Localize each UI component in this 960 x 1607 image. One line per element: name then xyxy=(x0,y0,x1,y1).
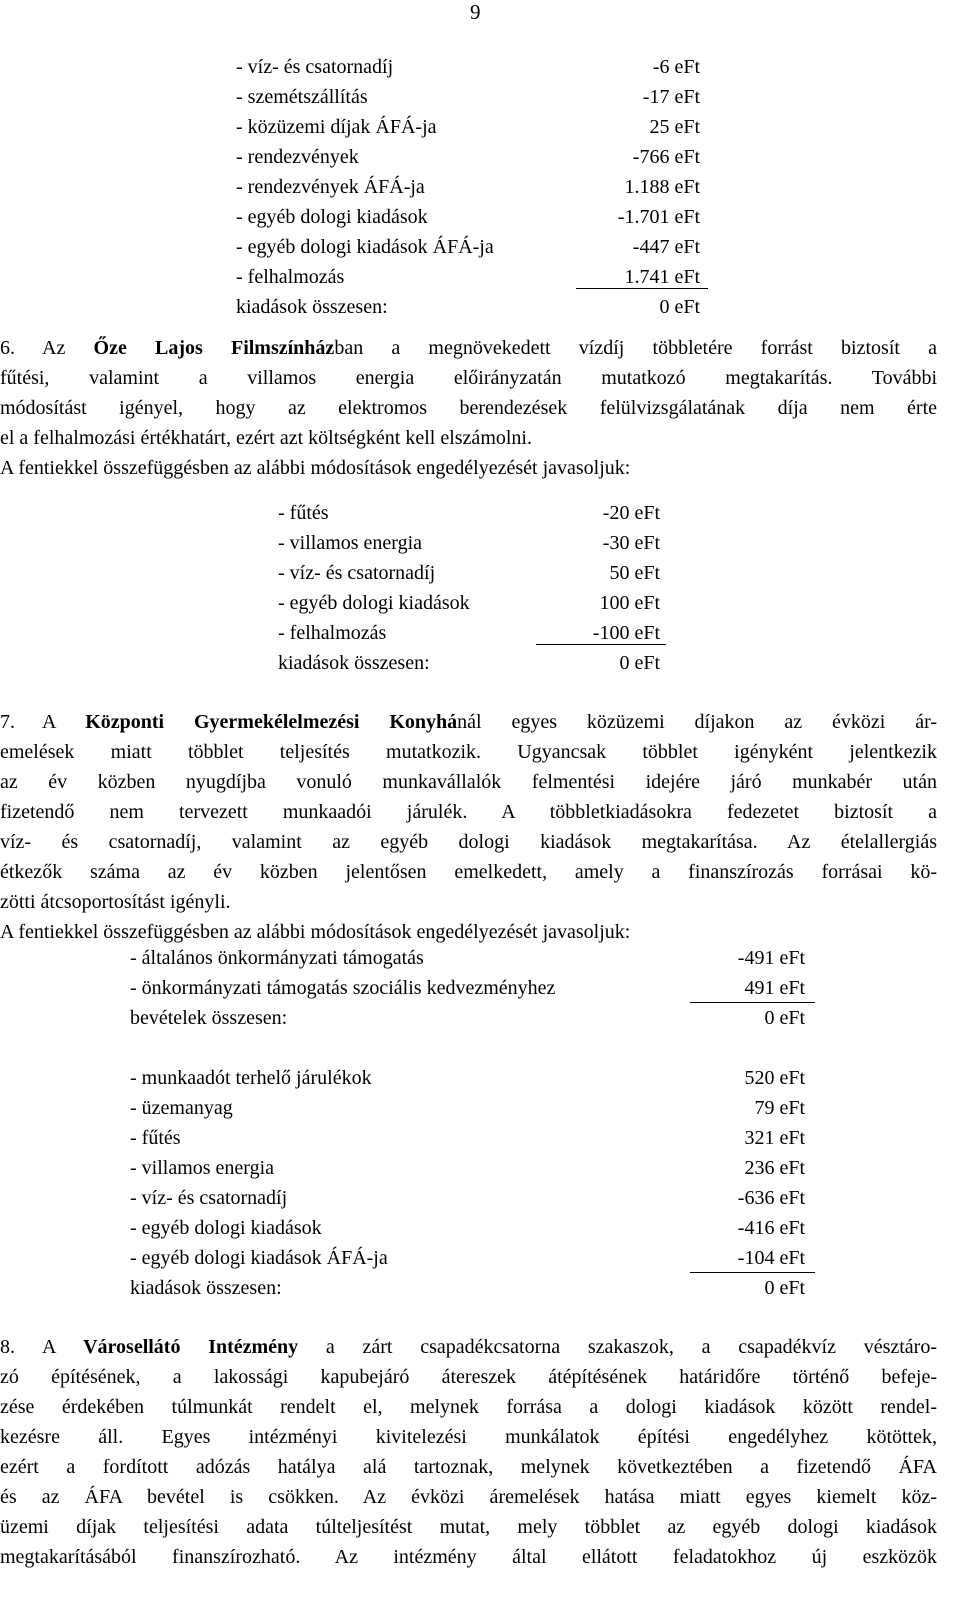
section-8-line: zó építésének, a lakossági kapubejáró átereszek átépítésének határidőre történő befeje- xyxy=(0,1366,937,1388)
page-number: 9 xyxy=(470,0,481,24)
table-row xyxy=(236,112,700,142)
row-value: 79 eFt xyxy=(754,1097,805,1119)
row-label: - villamos energia xyxy=(130,1157,275,1179)
row-value: 0 eFt xyxy=(764,1007,805,1029)
row-value: 25 eFt xyxy=(649,116,700,138)
section-7-line: zötti átcsoportosítást igényli. xyxy=(0,891,231,913)
section-8-line: és az ÁFA bevétel is csökken. Az évközi áremelések hatása miatt egyes kiemelt köz- xyxy=(0,1486,937,1508)
row-label: kiadások összesen: xyxy=(130,1277,282,1299)
section-7-line: emelések miatt többlet teljesítés mutatkozik. Ugyancsak többlet igényként jelentkezik xyxy=(0,741,937,763)
row-value: -491 eFt xyxy=(737,947,805,969)
institution-name: Őze Lajos Filmszínház xyxy=(93,337,335,359)
table-row xyxy=(236,82,700,112)
table-row xyxy=(130,1093,805,1123)
row-value: 50 eFt xyxy=(609,562,660,584)
section-6-line-1: Az Őze Lajos Filmszínházban a megnövekedett vízdíj többletére forrást biztosít a xyxy=(42,337,937,359)
row-value: 0 eFt xyxy=(659,296,700,318)
section-6-number: 6. xyxy=(0,337,15,359)
table-row xyxy=(236,142,700,172)
row-value: 491 eFt xyxy=(744,977,805,999)
table-row xyxy=(130,1273,805,1303)
row-value: 1.741 eFt xyxy=(624,266,700,288)
row-label: - víz- és csatornadíj xyxy=(236,56,394,78)
section-6-line: módosítást igényel, hogy az elektromos berendezések felülvizsgálatának díja nem érte xyxy=(0,397,937,419)
section-8-line: megtakarításából finanszírozható. Az intézmény által ellátott feladatokhoz új eszközök xyxy=(0,1546,937,1568)
table-row xyxy=(236,52,700,82)
section-8-text xyxy=(0,1332,938,1572)
row-label: - egyéb dologi kiadások xyxy=(130,1217,322,1239)
section-6-line: fűtési, valamint a villamos energia előirányzatán mutatkozó megtakarítás. További xyxy=(0,367,937,389)
section-8-number: 8. xyxy=(0,1336,15,1358)
row-label: - felhalmozás xyxy=(278,622,387,644)
section-7-text xyxy=(0,707,937,947)
section-7-line: fizetendő nem tervezett munkaadói járulék. A többletkiadásokra fedezetet biztosít a xyxy=(0,801,937,823)
section-8-line: kezésre áll. Egyes intézményi kivitelezési munkálatok építési engedélyhez kötöttek, xyxy=(0,1426,937,1448)
section-8-line: ezért a fordított adózás hatálya alá tartoznak, melynek következtében a fizetendő ÁFA xyxy=(0,1456,937,1478)
row-value: -6 eFt xyxy=(652,56,700,78)
row-value: -17 eFt xyxy=(642,86,700,108)
row-label: - egyéb dologi kiadások xyxy=(278,592,470,614)
row-label: - fűtés xyxy=(278,502,329,524)
table-row xyxy=(130,1003,805,1033)
row-label: - fűtés xyxy=(130,1127,181,1149)
table-1 xyxy=(236,52,700,322)
section-6-table xyxy=(278,498,660,678)
row-value: -100 eFt xyxy=(592,622,660,644)
table-1-sum-line xyxy=(576,288,708,289)
table-row xyxy=(130,973,805,1003)
row-label: - általános önkormányzati támogatás xyxy=(130,947,424,969)
row-label: - üzemanyag xyxy=(130,1097,233,1119)
row-label: - rendezvények xyxy=(236,146,359,168)
row-label: - szemétszállítás xyxy=(236,86,368,108)
row-label: kiadások összesen: xyxy=(236,296,388,318)
row-value: -766 eFt xyxy=(632,146,700,168)
expense-sum-line xyxy=(690,1272,815,1273)
row-label: - víz- és csatornadíj xyxy=(278,562,436,584)
section-8-line: zése érdekében túlmunkát rendelt el, melynek forrása a dologi kiadások között rendel- xyxy=(0,1396,937,1418)
row-label: - felhalmozás xyxy=(236,266,345,288)
table-row xyxy=(236,232,700,262)
row-value: -30 eFt xyxy=(602,532,660,554)
section-7-line: A fentiekkel összefüggésben az alábbi módosítások engedélyezését javasoljuk: xyxy=(0,921,631,943)
row-value: -1.701 eFt xyxy=(617,206,700,228)
row-label: bevételek összesen: xyxy=(130,1007,288,1029)
section-7-line: víz- és csatornadíj, valamint az egyéb dologi kiadások megtakarítása. Az ételallergiás xyxy=(0,831,937,853)
row-value: 1.188 eFt xyxy=(624,176,700,198)
row-label: - rendezvények ÁFÁ-ja xyxy=(236,176,425,198)
table-row xyxy=(278,498,660,528)
row-label: - egyéb dologi kiadások xyxy=(236,206,428,228)
section-8-line-1: A Városellátó Intézmény a zárt csapadékcsatorna szakaszok, a csapadékvíz vésztáro- xyxy=(42,1336,938,1358)
table-row xyxy=(278,588,660,618)
row-value: -636 eFt xyxy=(737,1187,805,1209)
row-value: -416 eFt xyxy=(737,1217,805,1239)
table-row xyxy=(236,202,700,232)
row-value: -20 eFt xyxy=(602,502,660,524)
row-value: 321 eFt xyxy=(744,1127,805,1149)
section-6-text xyxy=(0,333,937,483)
table-row xyxy=(130,1183,805,1213)
section-6-sum-line xyxy=(536,644,666,645)
row-label: - egyéb dologi kiadások ÁFÁ-ja xyxy=(130,1247,388,1269)
row-label: - villamos energia xyxy=(278,532,423,554)
row-label: kiadások összesen: xyxy=(278,652,430,674)
row-label: - víz- és csatornadíj xyxy=(130,1187,288,1209)
table-row xyxy=(236,292,700,322)
table-row xyxy=(278,528,660,558)
row-value: 236 eFt xyxy=(744,1157,805,1179)
table-row xyxy=(130,943,805,973)
table-row xyxy=(278,648,660,678)
row-value: 520 eFt xyxy=(744,1067,805,1089)
row-label: - közüzemi díjak ÁFÁ-ja xyxy=(236,116,437,138)
income-sum-line xyxy=(690,1002,815,1003)
institution-name: Központi Gyermekélelmezési Konyhá xyxy=(85,711,458,733)
section-7-line-1: A Központi Gyermekélelmezési Konyhánál egyes közüzemi díjakon az évközi ár- xyxy=(42,711,937,733)
section-7-expense-table xyxy=(130,1063,805,1303)
section-7-line: az év közben nyugdíjba vonuló munkavállalók felmentési idejére járó munkabér után xyxy=(0,771,937,793)
table-row xyxy=(130,1213,805,1243)
row-value: 100 eFt xyxy=(599,592,660,614)
row-label: - egyéb dologi kiadások ÁFÁ-ja xyxy=(236,236,494,258)
section-8-line: üzemi díjak teljesítési adata túlteljesítést mutat, mely többlet az egyéb dologi kiadások xyxy=(0,1516,937,1538)
table-row xyxy=(130,1153,805,1183)
table-row xyxy=(278,558,660,588)
row-label: - önkormányzati támogatás szociális kedvezményhez xyxy=(130,977,556,999)
table-row xyxy=(236,172,700,202)
row-value: 0 eFt xyxy=(619,652,660,674)
table-row xyxy=(130,1123,805,1153)
row-value: -447 eFt xyxy=(632,236,700,258)
section-6-line: el a felhalmozási értékhatárt, ezért azt költségként kell elszámolni. xyxy=(0,427,532,449)
table-row xyxy=(130,1243,805,1273)
row-label: - munkaadót terhelő járulékok xyxy=(130,1067,372,1089)
section-7-income-table xyxy=(130,943,805,1033)
section-6-line: A fentiekkel összefüggésben az alábbi módosítások engedélyezését javasoljuk: xyxy=(0,457,631,479)
institution-name: Városellátó Intézmény xyxy=(83,1336,299,1358)
section-7-number: 7. xyxy=(0,711,15,733)
row-value: -104 eFt xyxy=(737,1247,805,1269)
row-value: 0 eFt xyxy=(764,1277,805,1299)
table-row xyxy=(130,1063,805,1093)
section-7-line: étkezők száma az év közben jelentősen emelkedett, amely a finanszírozás forrásai kö- xyxy=(0,861,937,883)
